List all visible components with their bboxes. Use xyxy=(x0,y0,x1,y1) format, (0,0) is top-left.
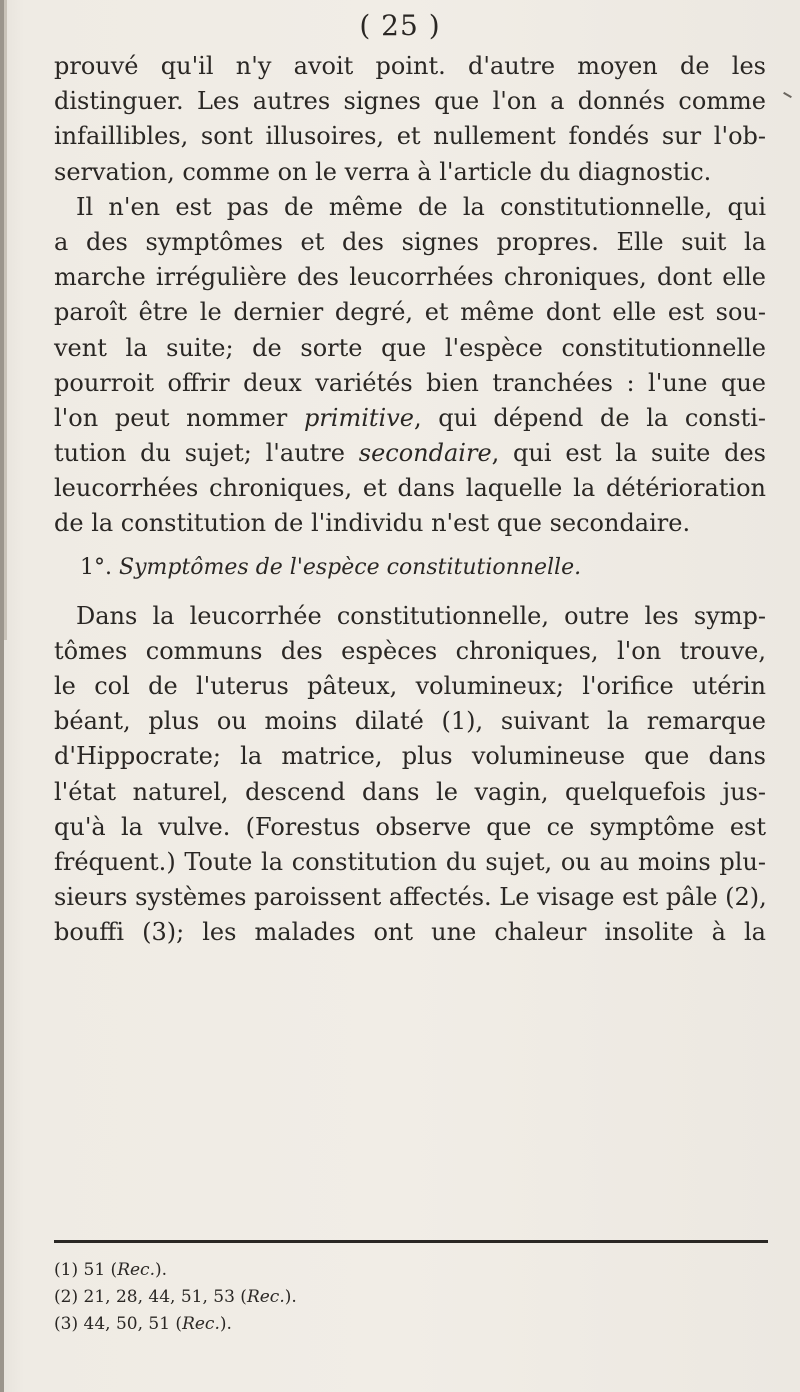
text-line: tômes communs des espèces chroniques, l'on trouve, xyxy=(54,636,766,665)
section-heading xyxy=(54,550,766,585)
text-line: servation, comme on le verra à l'article du diagnostic. xyxy=(54,157,712,186)
text-line: a des symptômes et des signes propres. Elle suit la xyxy=(54,227,766,256)
footnote-refs: 44, 50, 51 xyxy=(83,1314,171,1334)
text-line: Dans la leucorrhée constitutionnelle, outre les symp- xyxy=(76,601,766,630)
text-line: d'Hippocrate; la matrice, plus volumineuse que dans xyxy=(54,742,766,771)
margin-mark xyxy=(783,92,792,98)
text-line: l'on peut nommer primitive, qui dépend de la consti- xyxy=(54,403,766,432)
footnote-marker: (3) xyxy=(54,1314,79,1334)
text-line: sieurs systèmes paroissent affectés. Le visage est pâle (2), xyxy=(54,883,767,912)
footnote: (1) 51 (Rec.). xyxy=(54,1260,168,1280)
section-number: 1°. xyxy=(80,554,112,580)
page-binding-shadow xyxy=(4,0,7,640)
text-line: qu'à la vulve. (Forestus observe que ce symptôme est xyxy=(54,812,766,841)
footnote-marker: (1) xyxy=(54,1260,79,1280)
text-line: pourroit offrir deux variétés bien tranchées : l'une que xyxy=(54,368,766,397)
text-line: tution du sujet; l'autre secondaire, qui est la suite des xyxy=(54,439,766,468)
footnote-refs: 51 xyxy=(83,1260,106,1280)
text-line: le col de l'uterus pâteux, volumineux; l'orifice utérin xyxy=(54,672,766,700)
footnotes xyxy=(54,1257,766,1338)
text-line: de la constitution de l'individu n'est que secondaire. xyxy=(54,509,691,538)
page-number: ( 25 ) xyxy=(359,9,441,42)
footnote: (2) 21, 28, 44, 51, 53 (Rec.). xyxy=(54,1287,297,1307)
text-line: fréquent.) Toute la constitution du sujet, ou au moins plu- xyxy=(54,847,766,876)
footnote-refs: 21, 28, 44, 51, 53 xyxy=(83,1287,235,1307)
footnote-source: Rec. xyxy=(117,1260,155,1280)
footnote-rule xyxy=(54,1240,768,1243)
text-line: Il n'en est pas de même de la constitutionnelle, qui xyxy=(76,192,766,221)
body-text xyxy=(54,49,766,951)
text-line: marche irrégulière des leucorrhées chroniques, dont elle xyxy=(54,263,766,292)
text-line: vent la suite; de sorte que l'espèce constitutionnelle xyxy=(54,333,766,362)
text-line: infaillibles, sont illusoires, et nullement fondés sur l'ob- xyxy=(54,122,766,151)
footnote: (3) 44, 50, 51 (Rec.). xyxy=(54,1314,232,1334)
footnote-marker: (2) xyxy=(54,1287,79,1307)
text-line: béant, plus ou moins dilaté (1), suivant la remarque xyxy=(54,707,766,736)
footnote-source: Rec. xyxy=(246,1287,285,1307)
text-line: bouffi (3); les malades ont une chaleur insolite à la xyxy=(54,918,766,947)
text-line: l'état naturel, descend dans le vagin, quelquefois jus- xyxy=(54,777,766,806)
text-line: paroît être le dernier degré, et même dont elle est sou- xyxy=(54,298,766,327)
text-line: prouvé qu'il n'y avoit point. d'autre moyen de les xyxy=(54,52,766,80)
text-line: leucorrhées chroniques, et dans laquelle la détérioration xyxy=(54,474,766,503)
section-title: Symptômes de l'espèce constitutionnelle. xyxy=(119,554,582,580)
footnote-source: Rec. xyxy=(182,1314,220,1334)
text-line: distinguer. Les autres signes que l'on a donnés comme xyxy=(54,87,766,116)
